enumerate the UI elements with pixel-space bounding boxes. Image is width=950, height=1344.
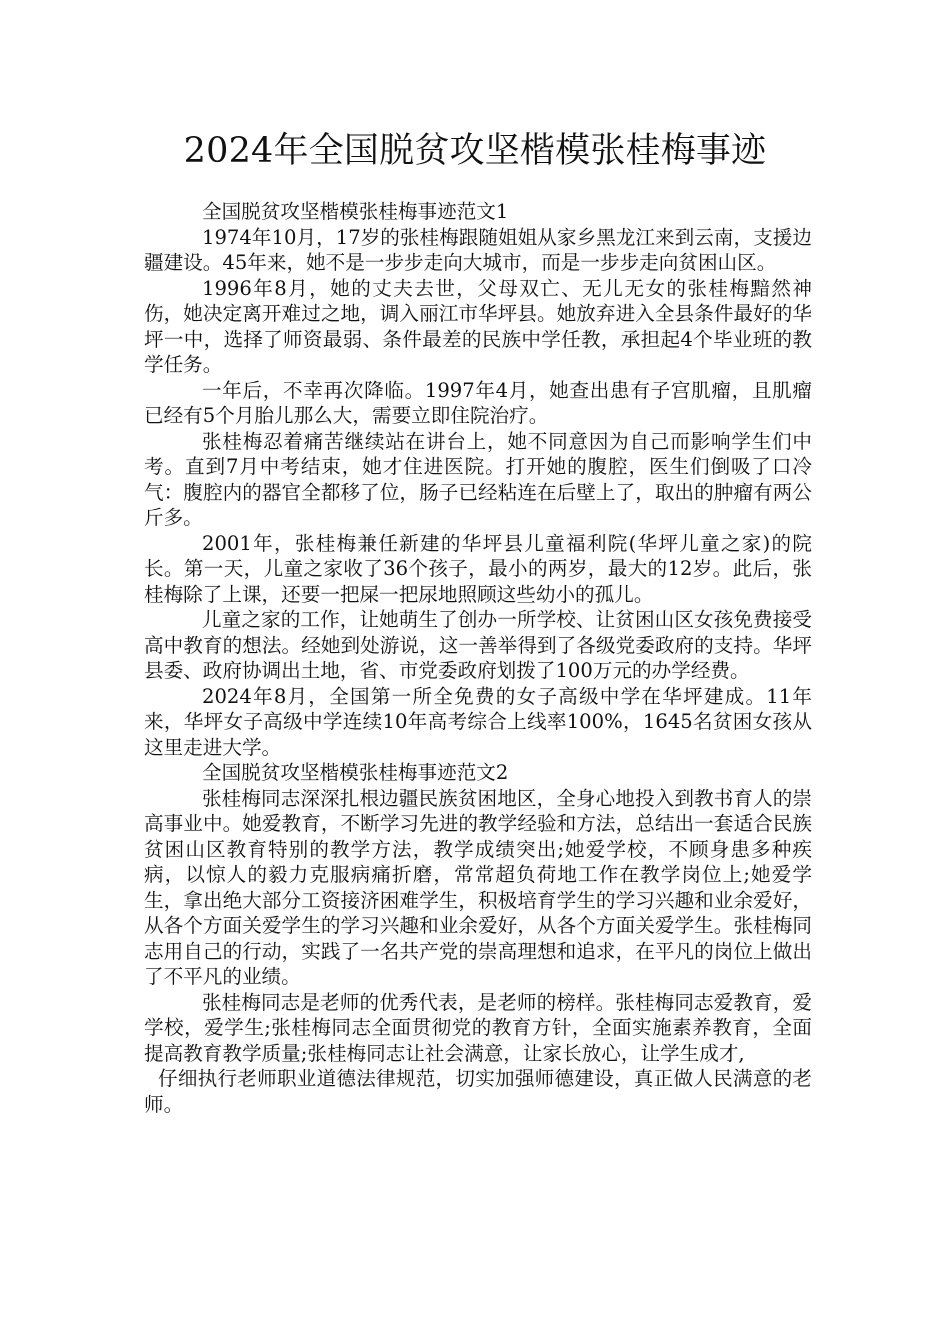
document-title: 2024年全国脱贫攻坚楷模张桂梅事迹	[183, 131, 767, 171]
paragraph-2: 1996年8月，她的丈夫去世，父母双亡、无儿无女的张桂梅黯然神伤，她决定离开难过之地，调入丽江市华坪县。她放弃进入全县条件最好的华坪一中，选择了师资最弱、条件最差的民族中学任教，承担起4个毕业班的教学任务。	[144, 276, 812, 376]
paragraph-9: 张桂梅同志是老师的优秀代表，是老师的榜样。张桂梅同志爱教育，爱学校，爱学生;张桂梅同志全面贯彻党的教育方针，全面实施素养教育，全面提高教育教学质量;张桂梅同志让社会满意，让家长放心，让学生成才,	[144, 990, 812, 1065]
section-heading-2: 全国脱贫攻坚楷模张桂梅事迹范文2	[202, 761, 509, 784]
paragraph-3: 一年后，不幸再次降临。1997年4月，她查出患有子宫肌瘤，且肌瘤已经有5个月胎儿那么大，需要立即住院治疗。	[144, 378, 812, 427]
paragraph-10: 仔细执行老师职业道德法律规范，切实加强师德建设，真正做人民满意的老师。	[144, 1067, 812, 1116]
paragraph-1: 1974年10月，17岁的张桂梅跟随姐姐从家乡黑龙江来到云南，支援边疆建设。45年来，她不是一步步走向大城市，而是一步步走向贫困山区。	[144, 225, 812, 274]
document-body	[144, 199, 812, 1117]
paragraph-5: 2001年，张桂梅兼任新建的华坪县儿童福利院(华坪儿童之家)的院长。第一天，儿童之家收了36个孩子，最小的两岁，最大的12岁。此后，张桂梅除了上课，还要一把屎一把尿地照顾这些幼小的孤儿。	[144, 531, 812, 606]
section-heading-1: 全国脱贫攻坚楷模张桂梅事迹范文1	[202, 200, 509, 223]
paragraph-7: 2024年8月，全国第一所全免费的女子高级中学在华坪建成。11年来，华坪女子高级中学连续10年高考综合上线率100%，1645名贫困女孩从这里走进大学。	[144, 684, 812, 759]
paragraph-8: 张桂梅同志深深扎根边疆民族贫困地区，全身心地投入到教书育人的崇高事业中。她爱教育，不断学习先进的教学经验和方法，总结出一套适合民族贫困山区教育特别的教学方法，教学成绩突出;她爱学校，不顾身患多种疾病，以惊人的毅力克服病痛折磨，常常超负荷地工作在教学岗位上;她爱学生，拿出绝大部分工资接济困难学生，积极培育学生的学习兴趣和业余爱好，从各个方面关爱学生的学习兴趣和业余爱好，从各个方面关爱学生。张桂梅同志用自己的行动，实践了一名共产党的崇高理想和追求，在平凡的岗位上做出了不平凡的业绩。	[144, 786, 812, 988]
paragraph-4: 张桂梅忍着痛苦继续站在讲台上，她不同意因为自己而影响学生们中考。直到7月中考结束，她才住进医院。打开她的腹腔，医生们倒吸了口冷气：腹腔内的器官全都移了位，肠子已经粘连在后壁上了，取出的肿瘤有两公斤多。	[144, 429, 812, 529]
paragraph-6: 儿童之家的工作，让她萌生了创办一所学校、让贫困山区女孩免费接受高中教育的想法。经她到处游说，这一善举得到了各级党委政府的支持。华坪县委、政府协调出土地，省、市党委政府划拨了100万元的办学经费。	[144, 608, 812, 682]
